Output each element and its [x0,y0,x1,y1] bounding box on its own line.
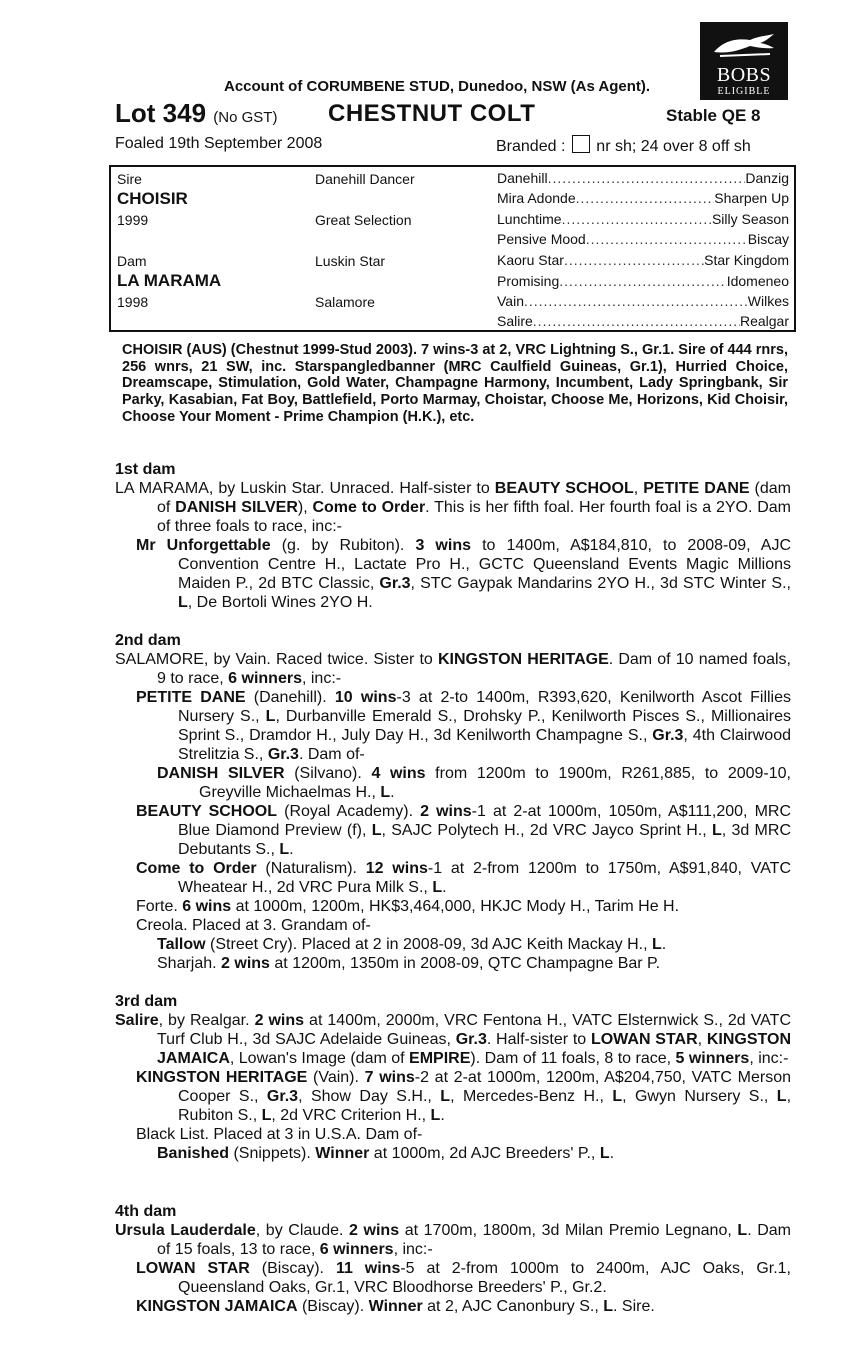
brand-description: nr sh; 24 over 8 off sh [596,138,751,155]
progeny-entry: Tallow (Street Cry). Placed at 2 in 2008-09, 3d AJC Keith Mackay H., L. [157,936,667,953]
sire-dam: Great Selection [315,212,412,228]
section-title: 2nd dam [115,632,181,649]
pedigree-line [497,190,789,206]
progeny-entry: KINGSTON JAMAICA (Biscay). Winner at 2, AJC Canonbury S., L. Sire. [136,1298,655,1315]
ancestor-name: Pensive Mood [497,231,586,247]
pedigree-line [497,170,789,186]
progeny-entry: Forte. 6 wins at 1000m, 1200m, HK$3,464,000, HKJC Mody H., Tarim He H. [136,898,680,915]
progeny-entry: LOWAN STAR (Biscay). 11 wins-5 at 2-from 1000m to 2400m, AJC Oaks, Gr.1, Queensland Oaks, Gr.1, VRC Bloodhorse Breeders' P., Gr.2. [136,1260,792,1296]
logo-text: BOBS [716,64,772,86]
ancestor-name: Kaoru Star [497,252,564,268]
progeny-entry: BEAUTY SCHOOL (Royal Academy). 2 wins-1 at 2-at 1000m, 1050m, A$111,200, MRC Blue Diamond Preview (f), L, SAJC Polytech H., 2d VRC Jayco Sprint H., L, 3d MRC Debutants S., L. [136,803,792,858]
progeny-entry: Come to Order (Naturalism). 12 wins-1 at 2-from 1200m to 1750m, A$91,840, VATC Wheatear H., 2d VRC Pura Milk S., L. [136,860,792,896]
progeny-entry: Black List. Placed at 3 in U.S.A. Dam of- [136,1126,423,1143]
brand-mark-icon [572,135,590,153]
pedigree-table [109,165,796,332]
progeny-entry: PETITE DANE (Danehill). 10 wins-3 at 2-to 1400m, R393,620, Kenilworth Ascot Fillies Nursery S., L, Durbanville Emerald S., Drohsky P., Kenilworth Pisces S., Millionaires Sprint S., Dramdor H., July Day H., 3d Kenilworth Champagne S., Gr.3, 4th Clairwood Strelitzia S., Gr.3. Dam of- [136,689,792,763]
sire-year: 1999 [117,212,149,228]
pedigree-line [497,313,789,329]
sire-label: Sire [117,171,142,187]
ancestor-sire: Danzig [745,170,789,186]
section-title: 3rd dam [115,993,178,1010]
sire-sire: Danehill Dancer [315,171,415,187]
dam-year: 1998 [117,294,149,310]
horse-description: CHESTNUT COLT [328,100,536,127]
pedigree-line [497,231,789,247]
dam-paragraph: Salire, by Realgar. 2 wins at 1400m, 2000m, VRC Fentona H., VATC Elsternwick S., 2d VATC Turf Club H., 3d SAJC Adelaide Guineas, Gr.3. Half-sister to LOWAN STAR, KINGSTON JAMAICA, Lowan's Image (dam of EMPIRE). Dam of 11 foals, 8 to race, 5 winners, inc:- [115,1012,792,1067]
ancestor-sire: Idomeneo [726,273,789,289]
horse-icon [710,30,778,60]
dam-paragraph: Ursula Lauderdale, by Claude. 2 wins at 1700m, 1800m, 3d Milan Premio Legnano, L. Dam of 15 foals, 13 to race, 6 winners, inc:- [115,1222,792,1258]
section-title: 1st dam [115,461,176,478]
bobs-eligible-logo [700,22,788,100]
ancestor-sire: Realgar [739,313,789,329]
foaled-date: Foaled 19th September 2008 [115,135,323,152]
ancestor-name: Salire [497,313,533,329]
dam-paragraph: LA MARAMA, by Luskin Star. Unraced. Half-sister to BEAUTY SCHOOL, PETITE DANE (dam of DANISH SILVER), Come to Order. This is her fifth foal. Her fourth foal is a 2YO. Dam of three foals to race, inc:- [115,480,792,535]
pedigree-line [497,293,789,309]
lot-label: Lot 349 [115,98,207,128]
ancestor-sire: Star Kingdom [704,252,789,268]
ancestor-sire: Silly Season [711,211,789,227]
logo-subtext: ELIGIBLE [717,86,771,97]
ancestor-name: Vain [497,293,524,309]
ancestor-sire: Sharpen Up [714,190,789,206]
ancestor-name: Promising [497,273,560,289]
progeny-entry: DANISH SILVER (Silvano). 4 wins from 1200m to 1900m, R261,885, to 2009-10, Greyville Michaelmas H., L. [157,765,792,801]
ancestor-sire: Biscay [747,231,789,247]
lot-number [115,98,277,129]
ancestor-sire: Wilkes [747,293,789,309]
dam-paragraph: SALAMORE, by Vain. Raced twice. Sister to KINGSTON HERITAGE. Dam of 10 named foals, 9 to race, 6 winners, inc:- [115,651,792,687]
dam-dam: Salamore [315,294,375,310]
fourth-dam-section [115,1202,791,1316]
sire-name: CHOISIR [117,189,188,208]
pedigree-line [497,211,789,227]
sire-summary: CHOISIR (AUS) (Chestnut 1999-Stud 2003). 7 wins-3 at 2, VRC Lightning S., Gr.1. Sire of 444 rnrs, 256 wnrs, 21 SW, inc. Starspangledbanner (MRC Caulfield Guineas, Gr.1), Hurried Choice, Dreamscape, Stimulation, Gold Water, Champagne Harmony, Incumbent, Lady Springbank, Sir Parky, Kasabian, Fat Boy, Battlefield, Porto Marmay, Choistar, Choose Me, Horizons, Kid Choisir, Choose Your Moment - Prime Champion (H.K.), etc. [122,342,788,425]
pedigree-line [497,252,789,268]
progeny-entry: Sharjah. 2 wins at 1200m, 1350m in 2008-09, QTC Champagne Bar P. [157,955,661,972]
progeny-entry: Creola. Placed at 3. Grandam of- [136,917,371,934]
second-dam-section [115,631,791,973]
pedigree-line [497,273,789,289]
first-dam-section [115,460,791,612]
gst-note: (No GST) [213,109,278,126]
branded-label: Branded : [496,138,566,155]
progeny-entry: Mr Unforgettable (g. by Rubiton). 3 wins to 1400m, A$184,810, to 2008-09, AJC Convention Centre H., Lactate Pro H., GCTC Queensland Events Magic Millions Maiden P., 2d BTC Classic, Gr.3, STC Gaypak Mandarins 2YO H., 3d STC Winter S., L, De Bortoli Wines 2YO H. [136,537,792,611]
ancestor-name: Lunchtime [497,211,562,227]
dam-label: Dam [117,253,147,269]
third-dam-section [115,992,791,1163]
ancestor-name: Mira Adonde [497,190,576,206]
brand-info [496,135,751,156]
vendor-account: Account of CORUMBENE STUD, Dunedoo, NSW (As Agent). [224,78,651,95]
section-title: 4th dam [115,1203,177,1220]
stable-number: Stable QE 8 [666,106,761,125]
progeny-entry: Banished (Snippets). Winner at 1000m, 2d AJC Breeders' P., L. [157,1145,615,1162]
ancestor-name: Danehill [497,170,548,186]
dam-name: LA MARAMA [117,271,222,290]
dam-sire: Luskin Star [315,253,386,269]
progeny-entry: KINGSTON HERITAGE (Vain). 7 wins-2 at 2-at 1000m, 1200m, A$204,750, VATC Merson Cooper S., Gr.3, Show Day S.H., L, Mercedes-Benz H., L, Gwyn Nursery S., L, Rubiton S., L, 2d VRC Criterion H., L. [136,1069,792,1124]
